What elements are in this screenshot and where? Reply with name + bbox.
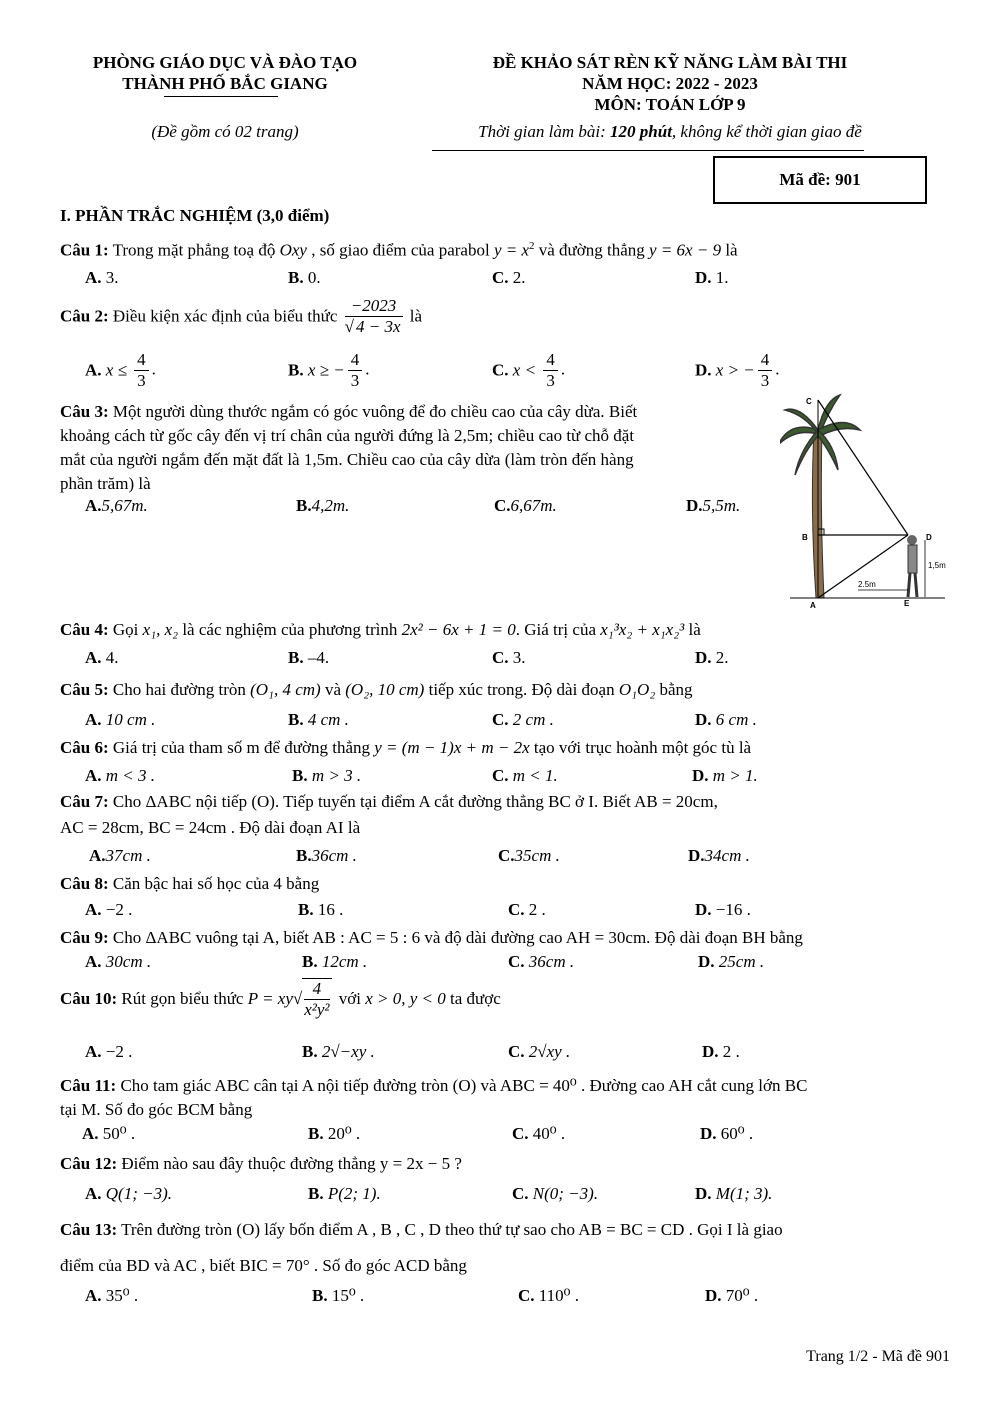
q10-option-d[interactable]: D. 2 . [702,1042,740,1061]
q4-option-a[interactable]: A. 4. [85,648,119,667]
q2-expression: $\frac{-2023}{√ 4 - 3x}$ [344,296,401,336]
q3-option-a[interactable]: A.5,67m. [85,496,148,515]
q8-option-a[interactable]: A. −2 . [85,900,133,919]
time-underline [432,150,864,151]
q1-option-d[interactable]: D. 1. [695,268,729,287]
exam-title: ĐỀ KHẢO SÁT RÈN KỸ NĂNG LÀM BÀI THI [492,53,848,72]
q2-option-b[interactable]: B. x ≥ − $\frac{4}{3}$ . [288,350,370,390]
time-note: Thời gian làm bài: 120 phút, không kể thời gian giao đề [478,122,862,141]
label-height: 1,5m [928,561,946,570]
q9-option-d[interactable]: D. 25cm . [698,952,765,971]
page-footer: Trang 1/2 - Mã đề 901 [806,1348,950,1365]
q10-option-c[interactable]: C. 2√xy . [508,1042,571,1061]
school-year: NĂM HỌC: 2022 - 2023 [582,74,758,93]
q4-option-b[interactable]: B. –4. [288,648,330,667]
q13-option-d[interactable]: D. 70⁰ . [705,1286,759,1305]
q7-option-a[interactable]: A.37cm . [89,846,151,865]
q12-option-a[interactable]: A. Q(1; −3). [85,1184,173,1203]
q9-option-a[interactable]: A. 30cm . [85,952,152,971]
q6-option-d[interactable]: D. m > 1. [692,766,758,785]
q6-option-b[interactable]: B. m > 3 . [292,766,362,785]
question-7-line1: Câu 7: Cho ΔABC nội tiếp (O). Tiếp tuyến tại điểm A cắt đường thẳng BC ở I. Biết AB = 20cm, [60,792,718,811]
question-7-line2: AC = 28cm, BC = 24cm . Độ dài đoạn AI là [60,818,361,837]
label-distance: 2.5m [858,580,876,589]
question-3-line1: Câu 3: Một người dùng thước ngắm có góc vuông để đo chiều cao của cây dừa. Biết [60,402,638,421]
q4-option-c[interactable]: C. 3. [492,648,526,667]
question-5: Câu 5: Cho hai đường tròn (O₁, 4 cm) và (O₂, 10 cm) tiếp xúc trong. Độ dài đoạn O₁O₂ bằng [60,680,693,699]
question-12: Câu 12: Điểm nào sau đây thuộc đường thẳng y = 2x − 5 ? [60,1154,462,1173]
q7-option-c[interactable]: C.35cm . [498,846,560,865]
question-11-line2: tại M. Số đo góc BCM bằng [60,1100,253,1119]
q6-option-a[interactable]: A. m < 3 . [85,766,156,785]
question-11-line1: Câu 11: Cho tam giác ABC cân tại A nội tiếp đường tròn (O) và ABC = 40⁰ . Đường cao AH cắt cung lớn BC [60,1076,808,1095]
question-3-line3: mắt của người ngắm đến mặt đất là 1,5m. Chiều cao của cây dừa (làm tròn đến hàng [60,450,634,469]
q5-option-a[interactable]: A. 10 cm . [85,710,156,729]
q8-option-b[interactable]: B. 16 . [298,900,344,919]
q11-option-a[interactable]: A. 50⁰ . [82,1124,136,1143]
q5-option-d[interactable]: D. 6 cm . [695,710,757,729]
page-count-note: (Đề gồm có 02 trang) [151,122,299,141]
header-left-underline [164,96,278,97]
department-name: PHÒNG GIÁO DỤC VÀ ĐÀO TẠO [92,53,358,72]
q11-option-b[interactable]: B. 20⁰ . [308,1124,361,1143]
question-2: Câu 2: Điều kiện xác định của biểu thức $\frac{-2023}{√ 4 - 3x}$ là [60,296,423,336]
q13-option-b[interactable]: B. 15⁰ . [312,1286,365,1305]
label-b: B [802,533,808,542]
q1-option-a[interactable]: A. 3. [85,268,119,287]
q9-option-c[interactable]: C. 36cm . [508,952,575,971]
q9-option-b[interactable]: B. 12cm . [302,952,368,971]
q12-option-b[interactable]: B. P(2; 1). [308,1184,381,1203]
exam-code: Mã đề: 901 [779,170,861,189]
label-a: A [810,601,816,610]
question-8: Câu 8: Căn bậc hai số học của 4 bằng [60,874,320,893]
city-name: THÀNH PHỐ BẮC GIANG [122,74,328,93]
q3-option-b[interactable]: B.4,2m. [296,496,350,515]
question-3-line2: khoảng cách từ gốc cây đến vị trí chân của người đứng là 2,5m; chiều cao từ chỗ đặt [60,426,635,445]
question-10: Câu 10: Rút gọn biểu thức P = xy√ $\frac{4}{\text{x²y²}}$ với x > 0, y < 0 ta được [60,979,501,1019]
q5-option-b[interactable]: B. 4 cm . [288,710,349,729]
q2-option-d[interactable]: D. x > − $\frac{4}{3}$ . [695,350,780,390]
question-13-line1: Câu 13: Trên đường tròn (O) lấy bốn điểm A , B , C , D theo thứ tự sao cho AB = BC = CD . Gọi I là giao [60,1220,783,1239]
label-e: E [904,599,910,608]
q1-option-c[interactable]: C. 2. [492,268,526,287]
question-6: Câu 6: Giá trị của tham số m để đường thẳng y = (m − 1)x + m − 2x tạo với trục hoành một góc tù là [60,738,752,757]
q7-option-b[interactable]: B.36cm . [296,846,357,865]
question-3-line4: phần trăm) là [60,474,151,493]
q3-option-c[interactable]: C.6,67m. [494,496,557,515]
q13-option-c[interactable]: C. 110⁰ . [518,1286,579,1305]
q11-option-d[interactable]: D. 60⁰ . [700,1124,754,1143]
q10-option-b[interactable]: B. 2√−xy . [302,1042,375,1061]
q13-option-a[interactable]: A. 35⁰ . [85,1286,139,1305]
q5-option-c[interactable]: C. 2 cm . [492,710,554,729]
label-c: C [806,397,812,406]
question-13-line2: điểm của BD và AC , biết BIC = 70° . Số đo góc ACD bằng [60,1256,467,1275]
subject: MÔN: TOÁN LỚP 9 [594,95,746,114]
q4-option-d[interactable]: D. 2. [695,648,729,667]
q11-option-c[interactable]: C. 40⁰ . [512,1124,566,1143]
question-1: Câu 1: Trong mặt phẳng toạ độ Oxy , số giao điểm của parabol $y = x^2$ và đường thẳng y = 6x − 9 là [60,240,738,260]
palm-tree-figure [780,390,960,615]
q8-option-c[interactable]: C. 2 . [508,900,546,919]
header-left [40,52,410,94]
label-d: D [926,533,932,542]
q7-option-d[interactable]: D.34cm . [688,846,750,865]
q3-option-d[interactable]: D.5,5m. [686,496,741,515]
question-4: Câu 4: Gọi x₁, x₂ là các nghiệm của phương trình 2x² − 6x + 1 = 0. Giá trị của x₁³x₂ + x₁x₂³ là [60,620,701,639]
q6-option-c[interactable]: C. m < 1. [492,766,558,785]
q12-option-c[interactable]: C. N(0; −3). [512,1184,599,1203]
q1-option-b[interactable]: B. 0. [288,268,321,287]
q2-option-c[interactable]: C. x < $\frac{4}{3}$ . [492,350,566,390]
exam-code-box [713,156,927,204]
question-9: Câu 9: Cho ΔABC vuông tại A, biết AB : AC = 5 : 6 và độ dài đường cao AH = 30cm. Độ dài đoạn BH bằng [60,928,803,947]
q10-option-a[interactable]: A. −2 . [85,1042,133,1061]
q2-option-a[interactable]: A. x ≤ $\frac{4}{3}$ . [85,350,156,390]
q12-option-d[interactable]: D. M(1; 3). [695,1184,773,1203]
q8-option-d[interactable]: D. −16 . [695,900,751,919]
header-right [420,52,920,115]
section-title: I. PHẦN TRẮC NGHIỆM (3,0 điểm) [60,206,330,225]
